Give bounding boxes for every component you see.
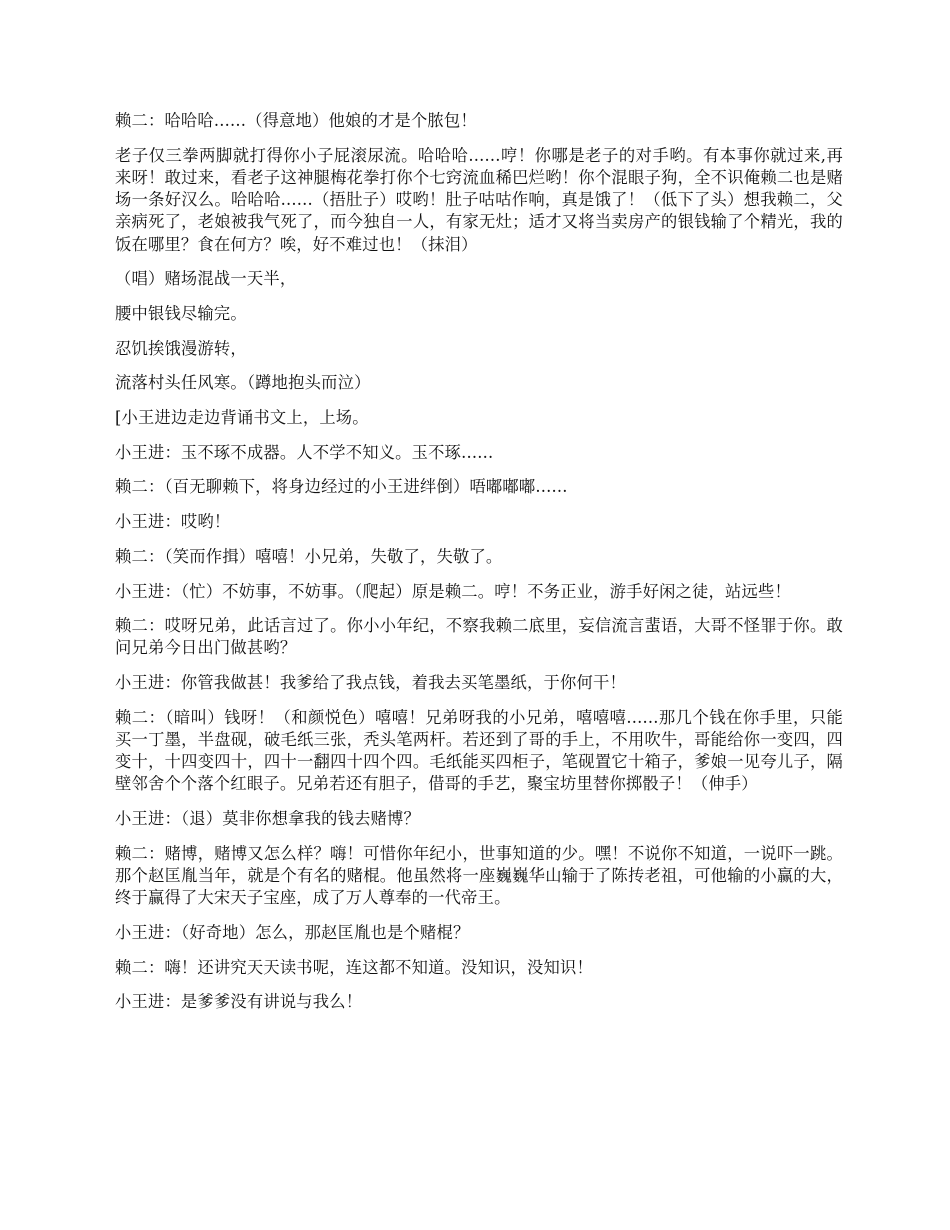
paragraph-13: 赖二：哎呀兄弟，此话言过了。你小小年纪，不察我赖二底里，妄信流言蜚语，大哥不怪罪于你。敢问兄弟今日出门做甚哟？ bbox=[115, 616, 843, 658]
paragraph-11: 赖二：（笑而作揖）嘻嘻！小兄弟，失敬了，失敬了。 bbox=[115, 546, 503, 566]
paragraph-17: 赖二：赌博，赌博又怎么样？嗨！可惜你年纪小，世事知道的少。嘿！不说你不知道，一说吓一跳。那个赵匡胤当年，就是个有名的赌棍。他虽然将一座巍巍华山输于了陈抟老祖，可他输的小赢的大，终于赢得了大宋天子宝座，成了万人尊奉的一代帝王。 bbox=[115, 843, 843, 908]
document-page bbox=[115, 110, 843, 1026]
paragraph-10: 小王进：哎哟！ bbox=[115, 512, 231, 532]
paragraph-18: 小王进：（好奇地）怎么，那赵匡胤也是个赌棍？ bbox=[115, 922, 470, 942]
paragraph-14: 小王进：你管我做甚！我爹给了我点钱，着我去买笔墨纸，于你何干！ bbox=[115, 673, 626, 693]
paragraph-9: 赖二：（百无聊赖下，将身边经过的小王进绊倒）唔嘟嘟嘟...... bbox=[115, 477, 568, 497]
paragraph-1: 赖二：哈哈哈......（得意地）他娘的才是个脓包！ bbox=[115, 111, 477, 130]
paragraph-19: 赖二：嗨！还讲究天天读书呢，连这都不知道。没知识，没知识！ bbox=[115, 957, 593, 977]
paragraph-2: 老子仅三拳两脚就打得你小子屁滚尿流。哈哈哈......哼！你哪是老子的对手哟。有本事你就过来,再来呀！敢过来，看老子这神腿梅花拳打你个七窍流血稀巴烂哟！你个混眼子狗，全不识俺赖二也是赌场一条好汉么。哈哈哈......（捂肚子）哎哟！肚子咕咕作响，真是饿了！（低下了头）想我赖二，父亲病死了，老娘被我气死了，而今独自一人，有家无灶；适才又将当卖房产的银钱输了个精光，我的饭在哪里？食在何方？唉，好不难过也！（抹泪） bbox=[115, 145, 843, 254]
paragraph-16: 小王进：（退）莫非你想拿我的钱去赌博？ bbox=[115, 809, 421, 829]
paragraph-8: 小王进：玉不琢不成器。人不学不知义。玉不琢...... bbox=[115, 442, 494, 462]
paragraph-5: 忍饥挨饿漫游转， bbox=[115, 338, 247, 358]
paragraph-4: 腰中银钱尽输完。 bbox=[115, 303, 247, 323]
paragraph-3: （唱）赌场混战一天半， bbox=[115, 269, 297, 289]
paragraph-6: 流落村头任风寒。（蹲地抱头而泣） bbox=[115, 373, 371, 393]
paragraph-7: [小王进边走边背诵书文上，上场。 bbox=[115, 408, 369, 428]
paragraph-20: 小王进：是爹爹没有讲说与我么！ bbox=[115, 992, 363, 1012]
paragraph-12: 小王进：（忙）不妨事，不妨事。（爬起）原是赖二。哼！不务正业，游手好闲之徒，站远些！ bbox=[115, 581, 791, 601]
paragraph-15: 赖二：（暗叫）钱呀！（和颜悦色）嘻嘻！兄弟呀我的小兄弟，嘻嘻嘻......那几个钱在你手里，只能买一丁墨，半盘砚，破毛纸三张，秃头笔两杆。若还到了哥的手上，不用吹牛，哥能给你一变四，四变十，十四变四十，四十一翻四十四个四。毛纸能买四柜子，笔砚置它十箱子，爹娘一见夸儿子，隔壁邻舍个个落个红眼子。兄弟若还有胆子，借哥的手艺，聚宝坊里替你掷骰子！（伸手） bbox=[115, 707, 843, 794]
